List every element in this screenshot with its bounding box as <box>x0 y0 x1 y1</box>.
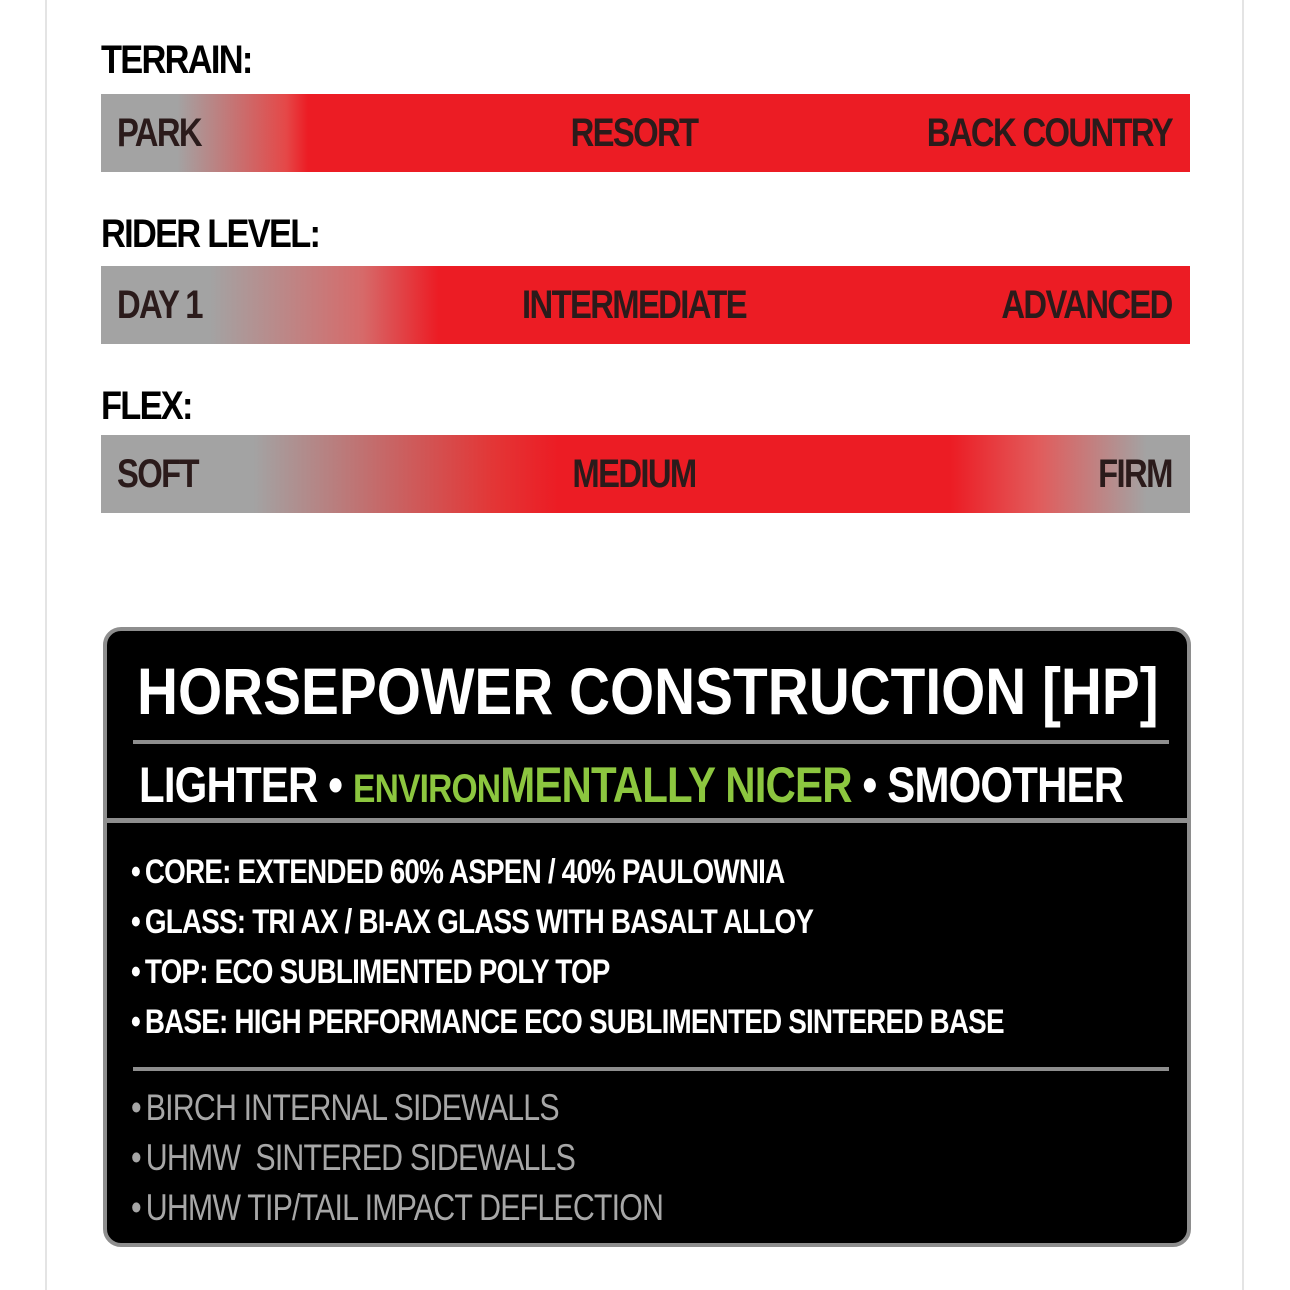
extra-text: UHMW SINTERED SIDEWALLS <box>145 1137 576 1178</box>
rider-level-high-label: ADVANCED <box>1001 283 1172 327</box>
tagline-enviro-prefix: ENVIRON <box>353 767 501 811</box>
bullet: • <box>131 1003 140 1041</box>
spec-glass <box>131 897 1004 947</box>
construction-title: HORSEPOWER CONSTRUCTION [HP] <box>137 654 1159 728</box>
tagline-bullet: • <box>328 757 343 813</box>
flex-high-label: FIRM <box>1098 452 1172 496</box>
rider-level-label: RIDER LEVEL: <box>101 212 320 256</box>
rider-level-scale-bar <box>101 266 1190 344</box>
extras-divider <box>133 1067 1169 1071</box>
spec-top <box>131 947 1004 997</box>
rider-level-mid-label: INTERMEDIATE <box>522 283 746 327</box>
title-divider <box>133 740 1169 744</box>
tagline-divider <box>107 818 1187 823</box>
flex-label: FLEX: <box>101 384 192 428</box>
terrain-scale-bar <box>101 94 1190 172</box>
bullet: • <box>131 953 140 991</box>
page-edge-left <box>45 0 47 1290</box>
bullet: • <box>131 903 140 941</box>
tagline-smoother: SMOOTHER <box>887 757 1124 813</box>
construction-tagline <box>139 757 1123 817</box>
extra-text: UHMW TIP/TAIL IMPACT DEFLECTION <box>145 1187 664 1228</box>
terrain-mid-label: RESORT <box>570 111 698 155</box>
terrain-high-label: BACK COUNTRY <box>926 111 1172 155</box>
construction-spec-list <box>131 847 1195 1047</box>
construction-panel <box>103 627 1191 1247</box>
spec-text: TOP: ECO SUBLIMENTED POLY TOP <box>144 953 610 991</box>
bullet: • <box>131 1137 141 1178</box>
construction-extras-list <box>131 1083 780 1233</box>
tagline-bullet: • <box>862 757 877 813</box>
spec-base <box>131 997 1004 1047</box>
spec-text: GLASS: TRI AX / BI-AX GLASS WITH BASALT ALLOY <box>144 903 814 941</box>
tagline-enviro-suffix: MENTALLY NICER <box>500 757 852 813</box>
extra-text: BIRCH INTERNAL SIDEWALLS <box>145 1087 559 1128</box>
spec-text: CORE: EXTENDED 60% ASPEN / 40% PAULOWNIA <box>144 853 785 891</box>
bullet: • <box>131 1087 141 1128</box>
extra-birch-sidewalls <box>131 1083 663 1133</box>
flex-scale-bar <box>101 435 1190 513</box>
spec-text: BASE: HIGH PERFORMANCE ECO SUBLIMENTED SINTERED BASE <box>144 1003 1004 1041</box>
flex-mid-label: MEDIUM <box>572 452 696 496</box>
bullet: • <box>131 853 140 891</box>
spec-core <box>131 847 1004 897</box>
page-edge-right <box>1242 0 1244 1290</box>
extra-uhmw-sidewalls <box>131 1133 663 1183</box>
bullet: • <box>131 1187 141 1228</box>
flex-low-label: SOFT <box>117 452 198 496</box>
terrain-low-label: PARK <box>117 111 201 155</box>
extra-impact-deflection <box>131 1183 663 1233</box>
terrain-label: TERRAIN: <box>101 38 252 82</box>
tagline-lighter: LIGHTER <box>139 757 318 813</box>
rider-level-low-label: DAY 1 <box>117 283 202 327</box>
